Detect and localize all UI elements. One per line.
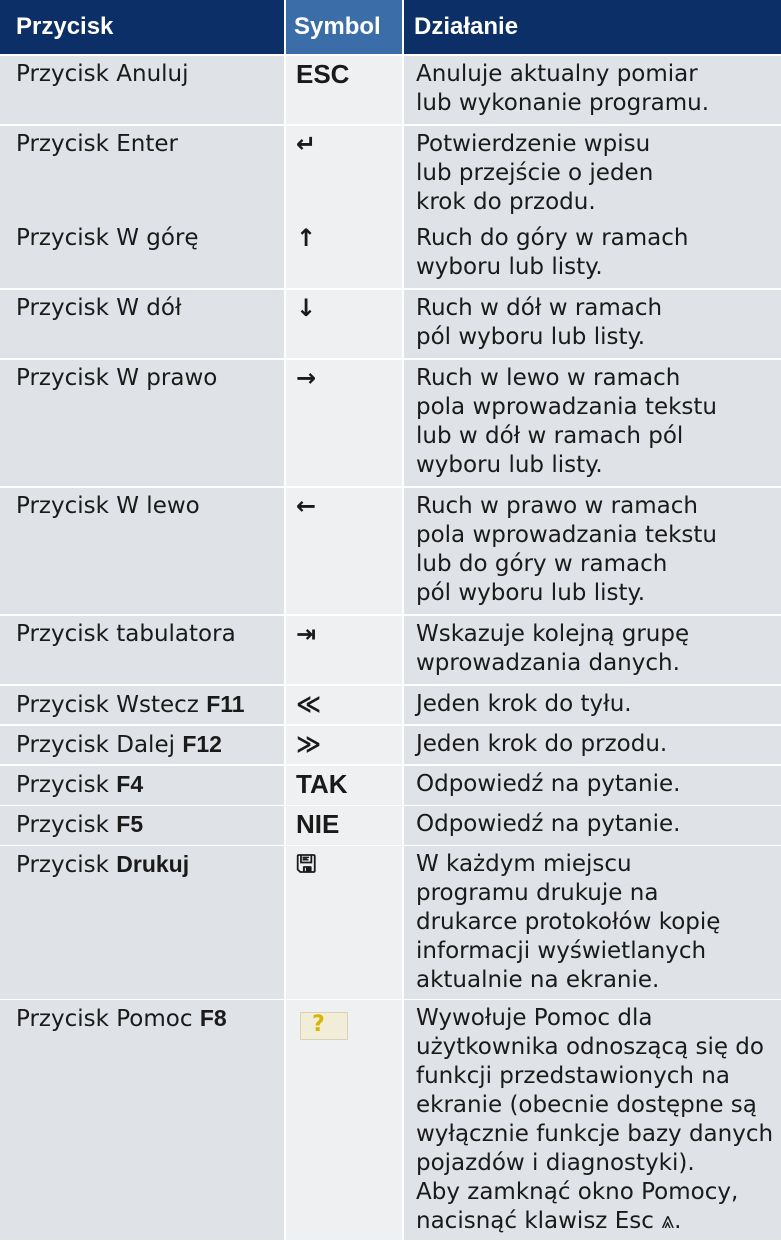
symbol-cell	[286, 766, 404, 805]
button-name-cell	[0, 360, 286, 486]
table-row	[0, 806, 781, 846]
button-name: Przycisk	[16, 772, 117, 798]
button-name: Przycisk W górę	[16, 225, 199, 251]
header-dzialanie: Działanie	[404, 0, 781, 54]
enter-arrow-icon: ↵	[296, 130, 317, 158]
table-row	[0, 846, 781, 1000]
table-row	[0, 686, 781, 726]
action-description: Jeden krok do tyłu.	[404, 686, 781, 724]
action-description: Anuluje aktualny pomiar lub wykonanie programu.	[404, 56, 781, 124]
symbol-cell	[286, 290, 404, 358]
action-description: Wywołuje Pomoc dla użytkownika odnoszącą się do funkcji przedstawionych na ekranie (obecnie dostępne są wyłącznie funkcje bazy danych pojazdów i diagnostyki). Aby zamknąć okno Pomocy, nacisnąć klawisz Esc ⩓.	[404, 1000, 781, 1240]
button-name: Przycisk Dalej	[16, 732, 183, 758]
symbol-cell	[286, 846, 404, 999]
symbol-cell	[286, 726, 404, 764]
action-description: Ruch w prawo w ramach pola wprowadzania tekstu lub do góry w ramach pól wyboru lub listy.	[404, 488, 781, 614]
table-header	[0, 0, 781, 56]
arrow-right-icon: →	[296, 364, 317, 392]
symbol-label: NIE	[296, 809, 340, 839]
symbol-cell	[286, 488, 404, 614]
symbol-cell	[286, 360, 404, 486]
header-symbol: Symbol	[286, 0, 404, 54]
table-row	[0, 56, 781, 126]
table-row	[0, 726, 781, 766]
action-description: Ruch w lewo w ramach pola wprowadzania tekstu lub w dół w ramach pól wyboru lub listy.	[404, 360, 781, 486]
tab-icon: ⇥	[296, 620, 317, 648]
key-name: Drukuj	[116, 851, 190, 877]
symbol-cell	[286, 686, 404, 724]
symbol-label: TAK	[296, 769, 348, 799]
symbol-cell	[286, 220, 404, 288]
button-name: Przycisk Anuluj	[16, 61, 189, 87]
button-name-cell	[0, 806, 286, 845]
action-description: Ruch do góry w ramach wyboru lub listy.	[404, 220, 781, 288]
button-name-cell	[0, 686, 286, 724]
button-name: Przycisk Enter	[16, 131, 178, 157]
button-name: Przycisk	[16, 812, 117, 838]
table-row	[0, 220, 781, 290]
print-icon: 🖫	[296, 850, 317, 878]
help-icon: ?	[296, 1010, 346, 1040]
arrow-down-icon: ↓	[296, 294, 317, 322]
back-icon: ≪	[296, 690, 322, 718]
forward-icon: ≫	[296, 730, 322, 758]
key-name: F4	[116, 771, 144, 797]
button-name-cell	[0, 290, 286, 358]
action-description: Odpowiedź na pytanie.	[404, 806, 781, 845]
table-row	[0, 360, 781, 488]
action-description: W każdym miejscu programu drukuje na drukarce protokołów kopię informacji wyświetlanych aktualnie na ekranie.	[404, 846, 781, 999]
key-name: F12	[182, 731, 222, 757]
button-name: Przycisk W prawo	[16, 365, 218, 391]
action-description: Jeden krok do przodu.	[404, 726, 781, 764]
symbol-cell	[286, 616, 404, 684]
table-row	[0, 126, 781, 220]
symbol-cell	[286, 126, 404, 221]
button-name-cell	[0, 126, 286, 221]
table-row	[0, 488, 781, 616]
key-name: F5	[116, 811, 144, 837]
button-name-cell	[0, 488, 286, 614]
button-name-cell	[0, 220, 286, 288]
header-przycisk: Przycisk	[0, 0, 286, 54]
arrow-up-icon: ↑	[296, 224, 317, 252]
table-row	[0, 290, 781, 360]
action-description: Potwierdzenie wpisu lub przejście o jeden krok do przodu.	[404, 126, 781, 221]
button-name-cell	[0, 846, 286, 999]
symbol-cell	[286, 1000, 404, 1240]
action-description: Wskazuje kolejną grupę wprowadzania danych.	[404, 616, 781, 684]
key-name: F8	[199, 1005, 227, 1031]
key-name: F11	[206, 691, 245, 717]
button-name-cell	[0, 726, 286, 764]
button-name: Przycisk Wstecz	[16, 692, 207, 718]
table-row	[0, 1000, 781, 1234]
table-row	[0, 616, 781, 686]
action-description: Ruch w dół w ramach pól wyboru lub listy.	[404, 290, 781, 358]
button-name-cell	[0, 766, 286, 805]
button-name: Przycisk	[16, 852, 117, 878]
button-name: Przycisk W lewo	[16, 493, 200, 519]
button-name-cell	[0, 616, 286, 684]
action-description: Odpowiedź na pytanie.	[404, 766, 781, 805]
arrow-left-icon: ←	[296, 492, 317, 520]
symbol-cell	[286, 56, 404, 124]
table-row	[0, 766, 781, 806]
button-name-cell	[0, 1000, 286, 1240]
button-name-cell	[0, 56, 286, 124]
symbol-label: ESC	[296, 59, 350, 89]
table-body	[0, 56, 781, 1234]
button-name: Przycisk tabulatora	[16, 621, 236, 647]
button-name: Przycisk Pomoc	[16, 1006, 200, 1032]
button-name: Przycisk W dół	[16, 295, 182, 321]
symbol-cell	[286, 806, 404, 845]
